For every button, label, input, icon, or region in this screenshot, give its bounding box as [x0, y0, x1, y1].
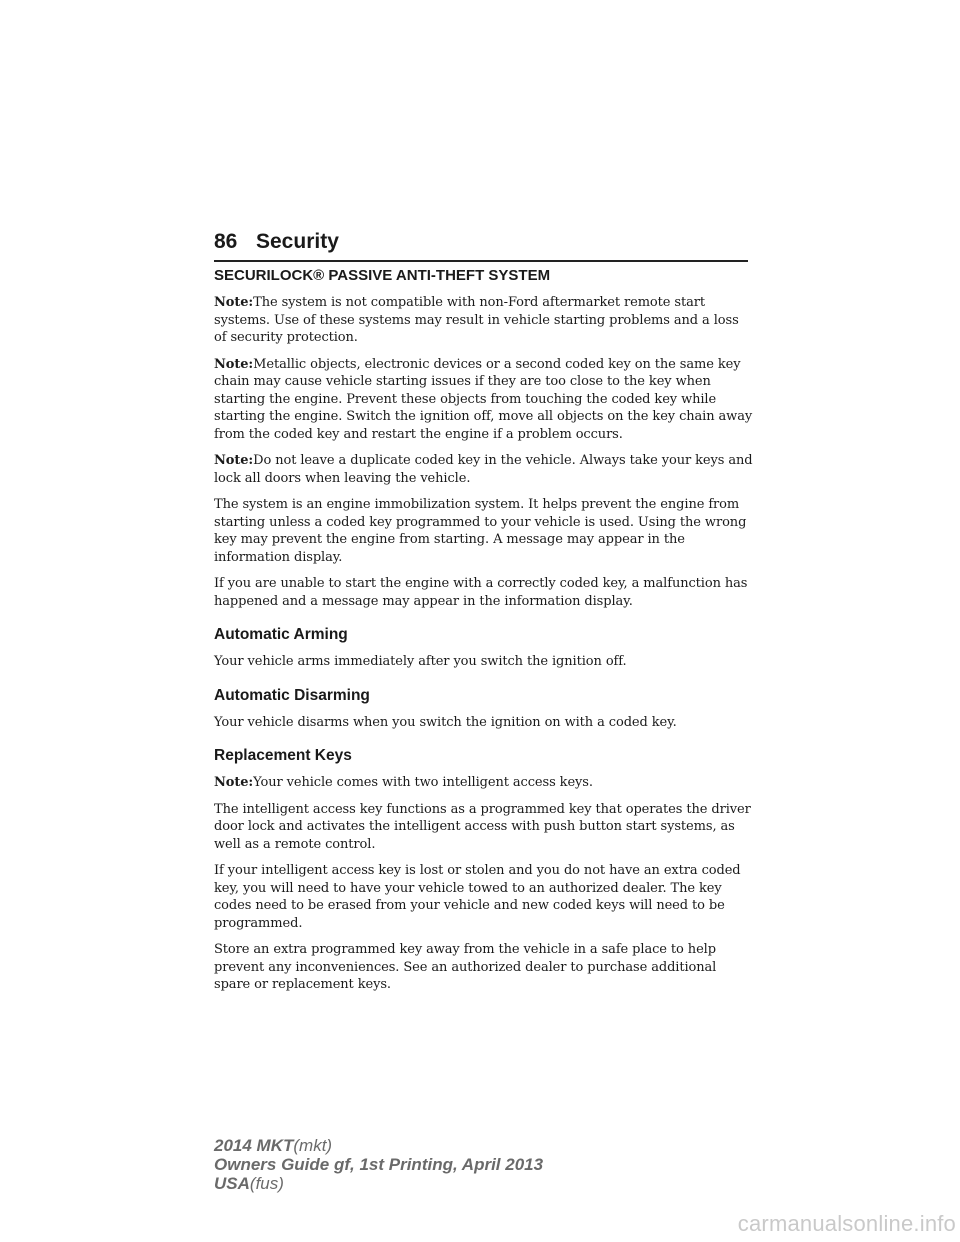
- note-label: Note:: [214, 775, 254, 790]
- note-paragraph: [214, 452, 754, 487]
- section-heading: SECURILOCK® PASSIVE ANTI-THEFT SYSTEM: [214, 267, 551, 284]
- note-text: Metallic objects, electronic devices or a second coded key on the same key chain may cause vehicle starting issues if they are too close to the key when starting the engine. Prevent these objects from touching the coded key while starting the engine. Switch the ignition off, move all objects on the key chain away from the coded key and restart the engine if a problem occurs.: [214, 356, 753, 442]
- footer-line-market: [214, 1174, 543, 1193]
- footer-model-code: (mkt): [293, 1136, 333, 1155]
- footer-model: 2014 MKT: [214, 1136, 294, 1155]
- page-header: [214, 228, 748, 262]
- body-paragraph: Your vehicle disarms when you switch the ignition on with a coded key.: [214, 714, 677, 730]
- note-text: Your vehicle comes with two intelligent access keys.: [253, 775, 593, 790]
- footer-line-model: [214, 1136, 543, 1155]
- body-paragraph: If your intelligent access key is lost or stolen and you do not have an extra coded key, you will need to have your vehicle towed to an authorized dealer. The key codes need to be erased from your vehicle and new coded keys will need to be programmed.: [214, 863, 741, 931]
- note-label: Note:: [214, 295, 254, 310]
- footer-line-printing: Owners Guide gf, 1st Printing, April 2013: [214, 1155, 544, 1174]
- subheading-automatic-disarming: Automatic Disarming: [214, 686, 370, 704]
- body-paragraph: Store an extra programmed key away from the vehicle in a safe place to help prevent any inconveniences. See an authorized dealer to purchase additional spare or replacement keys.: [214, 942, 717, 992]
- note-label: Note:: [214, 453, 254, 468]
- note-label: Note:: [214, 356, 254, 372]
- page-number: 86: [214, 230, 238, 253]
- print-footer: [214, 1136, 543, 1193]
- subheading-automatic-arming: Automatic Arming: [214, 626, 348, 643]
- page-content: [214, 266, 754, 1003]
- note-paragraph: [214, 294, 754, 347]
- footer-market: USA: [214, 1174, 250, 1193]
- note-text: The system is not compatible with non-Ford aftermarket remote start systems. Use of these systems may result in vehicle starting problems and a loss of security protection.: [214, 295, 739, 345]
- body-paragraph: If you are unable to start the engine with a correctly coded key, a malfunction has happened and a message may appear in the information display.: [214, 576, 748, 609]
- site-watermark: carmanualsonline.info: [737, 1211, 956, 1236]
- section-title: Security: [256, 230, 339, 253]
- body-paragraph: The system is an engine immobilization system. It helps prevent the engine from starting unless a coded key programmed to your vehicle is used. Using the wrong key may prevent the engine from starting. A message may appear in the information display.: [214, 497, 747, 565]
- note-paragraph: [214, 356, 754, 444]
- note-paragraph: [214, 774, 754, 792]
- footer-market-code: (fus): [249, 1174, 284, 1193]
- body-paragraph: Your vehicle arms immediately after you switch the ignition off.: [214, 654, 627, 669]
- subheading-replacement-keys: Replacement Keys: [214, 747, 352, 764]
- note-text: Do not leave a duplicate coded key in the vehicle. Always take your keys and lock all doors when leaving the vehicle.: [214, 453, 753, 486]
- body-paragraph: The intelligent access key functions as a programmed key that operates the driver door lock and activates the intelligent access with push button start systems, as well as a remote control.: [214, 801, 751, 852]
